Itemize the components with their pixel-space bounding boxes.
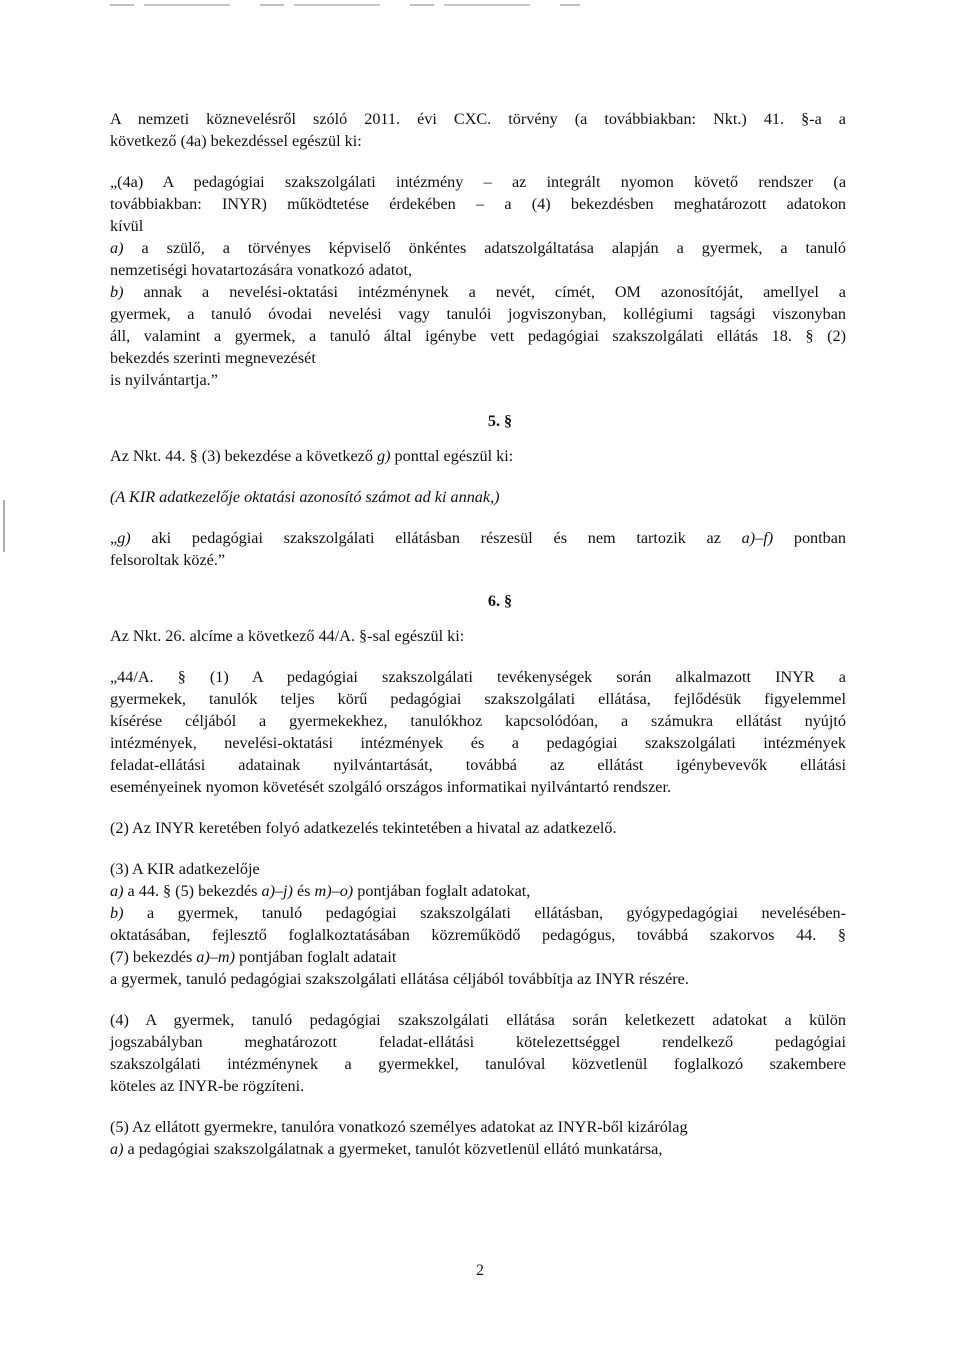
point-range: a)–m)	[196, 948, 235, 966]
paragraph-amend-26	[110, 625, 846, 647]
point-marker: b)	[110, 283, 124, 301]
text-span: a szülő, a törvényes képviselő önkéntes adatszolgáltatása alapján a gyermek, a tanuló	[123, 239, 846, 257]
text-line: felsoroltak közé.”	[110, 551, 226, 569]
text-line: gyermek, a tanuló óvodai nevelési vagy tanulói jogviszonyban, kollégiumi tagsági viszonyban	[110, 305, 846, 323]
scan-artifact-left	[3, 500, 5, 552]
text-line: jogszabályban meghatározott feladat-ellátási kötelezettséggel rendelkező pedagógiai	[110, 1033, 846, 1051]
text-span: annak a nevelési-oktatási intézménynek a nevét, címét, OM azonosítóját, amellyel a	[123, 283, 846, 301]
point-range: a)–j)	[261, 882, 293, 900]
text-span: ponttal egészül ki:	[390, 447, 514, 465]
text-span: (7) bekezdés	[110, 948, 197, 966]
paragraph-4a	[110, 171, 846, 391]
text-line: továbbiakban: INYR) működtetése érdekében – a (4) bekezdésben meghatározott adatokon	[110, 195, 846, 213]
text-line: a gyermek, tanuló pedagógiai szakszolgálati ellátása céljából továbbítja az INYR részére.	[110, 970, 689, 988]
section-number-6: 6. §	[487, 592, 513, 610]
page-number: 2	[476, 1262, 484, 1279]
text-span: Az Nkt. 44. § (3) bekezdése a következő	[110, 447, 377, 465]
text-span: a gyermek, tanuló pedagógiai szakszolgálati ellátásban, gyógypedagógiai nevelésében-	[123, 904, 846, 922]
text-line	[110, 880, 846, 902]
text-line: köteles az INYR-be rögzíteni.	[110, 1077, 305, 1095]
text-line: (3) A KIR adatkezelője	[110, 860, 260, 878]
paragraph-44a-4	[110, 1009, 846, 1097]
text-span: és	[292, 882, 315, 900]
scan-artifact-top	[110, 4, 580, 6]
point-marker: g)	[117, 529, 131, 547]
text-line: (5) Az ellátott gyermekre, tanulóra vonatkozó személyes adatokat az INYR-ből kizárólag	[110, 1118, 688, 1136]
quote-mark: „	[110, 529, 118, 547]
paragraph-44a-1	[110, 666, 846, 798]
text-line	[110, 281, 846, 303]
text-line: „(4a) A pedagógiai szakszolgálati intézmény – az integrált nyomon követő rendszer (a	[110, 173, 846, 191]
text-span: Az Nkt. 26. alcíme a következő 44/A. §-sal egészül ki:	[110, 627, 465, 645]
text-line: eseményeinek nyomon követését szolgáló országos informatikai nyilvántartó rendszer.	[110, 778, 671, 796]
text-line: intézmények, nevelési-oktatási intézmények és a pedagógiai szakszolgálati intézmények	[110, 734, 846, 752]
point-marker: g)	[377, 447, 391, 465]
text-line: feladat-ellátási adatainak nyilvántartását, továbbá az ellátást igénybevevők ellátási	[110, 756, 846, 774]
point-marker: b)	[110, 904, 124, 922]
text-span: pontban	[773, 529, 846, 547]
section-number-5: 5. §	[487, 412, 513, 430]
text-line: kívül	[110, 217, 144, 235]
text-line: gyermekek, tanulók teljes körű pedagógiai szakszolgálati ellátása, fejlődésük figyelemmel	[110, 690, 846, 708]
point-range: m)–o)	[314, 882, 354, 900]
text-line	[110, 237, 846, 259]
point-marker: a)	[110, 239, 124, 257]
text-line: „44/A. § (1) A pedagógiai szakszolgálati tevékenységek során alkalmazott INYR a	[110, 668, 846, 686]
document-body	[110, 108, 846, 1160]
text-line	[110, 527, 846, 549]
text-line: is nyilvántartja.”	[110, 371, 218, 389]
point-range: a)–f)	[741, 529, 774, 547]
text-span: a pedagógiai szakszolgálatnak a gyermeket, tanulót közvetlenül ellátó munkatársa,	[123, 1140, 663, 1158]
text-line	[110, 946, 846, 968]
paragraph-context	[110, 486, 846, 508]
text-line: kísérése céljából a gyermekekhez, tanulókhoz kapcsolódóan, a számukra ellátást nyújtó	[110, 712, 846, 730]
text-line: áll, valamint a gyermek, a tanuló által igénybe vett pedagógiai szakszolgálati ellátás 18. § (2)	[110, 327, 846, 345]
text-span: pontjában foglalt adatokat,	[353, 882, 531, 900]
text-span: pontjában foglalt adatait	[234, 948, 397, 966]
text-line: bekezdés szerinti megnevezését	[110, 349, 316, 367]
point-marker: a)	[110, 1140, 124, 1158]
paragraph-amend-44-3	[110, 445, 846, 467]
text-line: A nemzeti köznevelésről szóló 2011. évi CXC. törvény (a továbbiakban: Nkt.) 41. §-a a	[110, 110, 846, 128]
text-span: aki pedagógiai szakszolgálati ellátásban részesül és nem tartozik az	[130, 529, 742, 547]
context-text: (A KIR adatkezelője oktatási azonosító számot ad ki annak,)	[110, 488, 500, 506]
paragraph-44a-2	[110, 817, 846, 839]
text-line	[110, 1138, 846, 1160]
text-line: következő (4a) bekezdéssel egészül ki:	[110, 132, 362, 150]
text-line: nemzetiségi hovatartozására vonatkozó adatot,	[110, 261, 413, 279]
text-span: (2) Az INYR keretében folyó adatkezelés tekintetében a hivatal az adatkezelő.	[110, 819, 617, 837]
paragraph-point-g	[110, 527, 846, 571]
point-marker: a)	[110, 882, 124, 900]
paragraph-44a-5	[110, 1116, 846, 1160]
paragraph-44a-3	[110, 858, 846, 990]
text-line: szakszolgálati intézménynek a gyermekkel, tanulóval közvetlenül foglalkozó szakembere	[110, 1055, 846, 1073]
text-line: oktatásában, fejlesztő foglalkoztatásában közreműködő pedagógus, továbbá szakorvos 44. §	[110, 926, 846, 944]
text-line: (4) A gyermek, tanuló pedagógiai szakszolgálati ellátása során keletkezett adatokat a külön	[110, 1011, 846, 1029]
paragraph-intro	[110, 108, 846, 152]
text-line	[110, 902, 846, 924]
text-span: a 44. § (5) bekezdés	[123, 882, 262, 900]
